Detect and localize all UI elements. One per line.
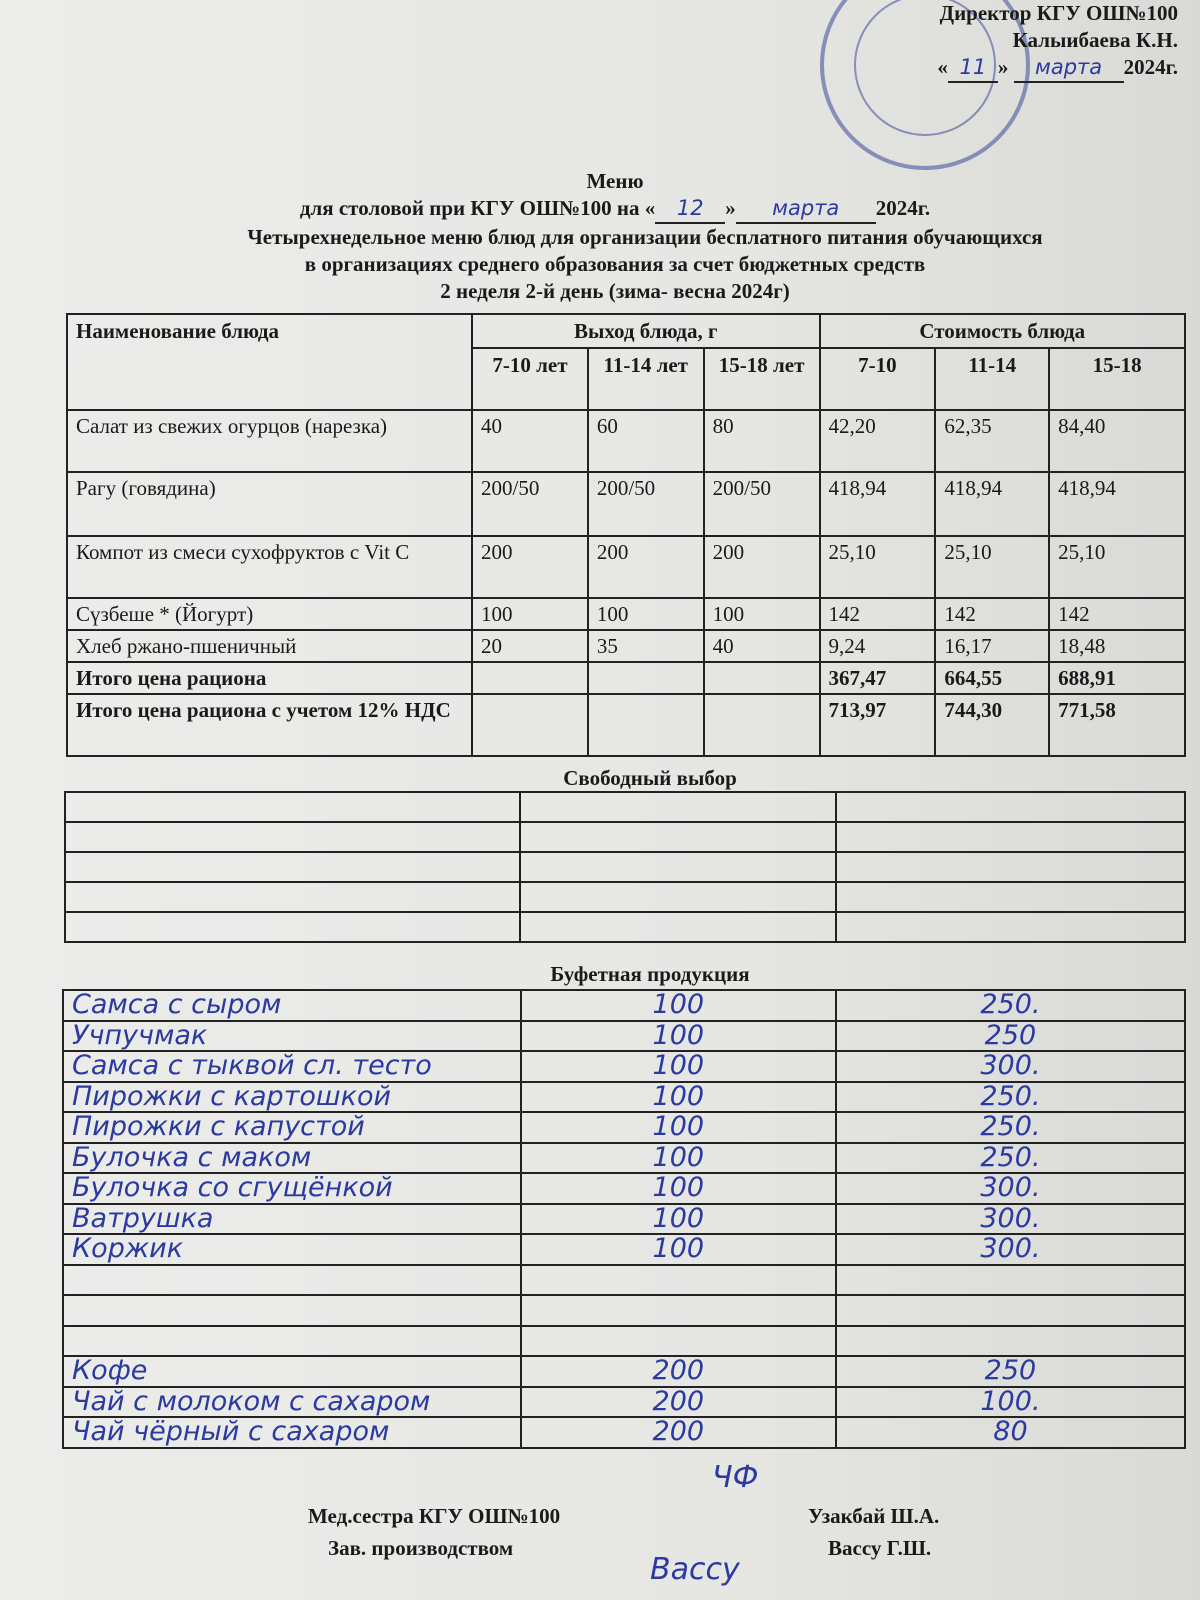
production-name: Вассу Г.Ш. — [828, 1536, 932, 1560]
buffet-row — [63, 1387, 1185, 1418]
buffet-item-weight: 100 — [521, 1204, 836, 1235]
buffet-item-name: Ватрушка — [63, 1204, 521, 1235]
menu-table — [66, 313, 1186, 757]
production-signature: Вассу — [650, 1552, 740, 1587]
dish-cost: 142 — [1049, 598, 1185, 630]
menu-description: Четырехнедельное меню блюд для организации бесплатного питания обучающихся — [247, 225, 1043, 249]
dish-name: Хлеб ржано-пшеничный — [67, 630, 472, 662]
age-output-2: 11-14 лет — [588, 348, 704, 410]
buffet-item-weight: 100 — [521, 1051, 836, 1082]
free-row — [65, 912, 1185, 942]
dish-cost: 16,17 — [935, 630, 1049, 662]
buffet-item-price: 300. — [836, 1173, 1185, 1204]
buffet-item-weight: 200 — [521, 1387, 836, 1418]
approval-name: Калыибаева К.Н. — [1012, 28, 1178, 52]
buffet-item-name: Самса с сыром — [63, 990, 521, 1021]
dish-name: Сүзбеше * (Йогурт) — [67, 598, 472, 630]
age-output-1: 7-10 лет — [472, 348, 588, 410]
dish-output: 60 — [588, 410, 704, 472]
dish-cost: 9,24 — [820, 630, 936, 662]
buffet-item-name — [63, 1295, 521, 1326]
col-dish-name: Наименование блюда — [67, 314, 472, 410]
dish-name: Рагу (говядина) — [67, 472, 472, 536]
free-row — [65, 882, 1185, 912]
age-cost-2: 11-14 — [935, 348, 1049, 410]
production-role: Зав. производством — [328, 1536, 514, 1560]
dish-output: 200 — [704, 536, 820, 598]
dish-cost: 18,48 — [1049, 630, 1185, 662]
buffet-row — [63, 1356, 1185, 1387]
buffet-item-weight: 100 — [521, 1234, 836, 1265]
menu-row — [67, 598, 1185, 630]
nurse-name: Узакбай Ш.А. — [808, 1504, 940, 1528]
buffet-row — [63, 1082, 1185, 1113]
buffet-item-name: Чай с молоком с сахаром — [63, 1387, 521, 1418]
buffet-item-name — [63, 1326, 521, 1357]
dish-output: 80 — [704, 410, 820, 472]
buffet-row — [63, 1295, 1185, 1326]
subtitle-year: 2024г. — [875, 196, 931, 220]
buffet-item-weight: 100 — [521, 1082, 836, 1113]
buffet-item-price: 250. — [836, 1112, 1185, 1143]
menu-row — [67, 630, 1185, 662]
buffet-item-price: 250. — [836, 1143, 1185, 1174]
buffet-item-name: Пирожки с картошкой — [63, 1082, 521, 1113]
total-vat-cost: 744,30 — [935, 694, 1049, 756]
dish-cost: 25,10 — [935, 536, 1049, 598]
buffet-item-price: 250 — [836, 1356, 1185, 1387]
buffet-row — [63, 1326, 1185, 1357]
dish-cost: 418,94 — [935, 472, 1049, 536]
buffet-item-name: Пирожки с капустой — [63, 1112, 521, 1143]
total-label: Итого цена рациона — [67, 662, 472, 694]
buffet-item-price: 300. — [836, 1051, 1185, 1082]
dish-cost: 142 — [820, 598, 936, 630]
buffet-item-weight: 100 — [521, 1173, 836, 1204]
total-vat-row — [67, 694, 1185, 756]
buffet-row — [63, 1051, 1185, 1082]
menu-title: Меню — [586, 169, 644, 193]
buffet-item-name: Учпучмак — [63, 1021, 521, 1052]
dish-cost: 42,20 — [820, 410, 936, 472]
buffet-row — [63, 1234, 1185, 1265]
free-row — [65, 852, 1185, 882]
buffet-item-price: 300. — [836, 1234, 1185, 1265]
free-row — [65, 822, 1185, 852]
buffet-row — [63, 1021, 1185, 1052]
free-row — [65, 792, 1185, 822]
buffet-item-weight — [521, 1265, 836, 1296]
buffet-row — [63, 1204, 1185, 1235]
buffet-row — [63, 990, 1185, 1021]
dish-cost: 84,40 — [1049, 410, 1185, 472]
dish-name: Компот из смеси сухофруктов с Vit C — [67, 536, 472, 598]
menu-day: 12 — [655, 195, 725, 224]
buffet-row — [63, 1173, 1185, 1204]
buffet-item-weight — [521, 1326, 836, 1357]
buffet-row — [63, 1143, 1185, 1174]
dish-cost: 25,10 — [820, 536, 936, 598]
dish-output: 35 — [588, 630, 704, 662]
buffet-item-price: 300. — [836, 1204, 1185, 1235]
dish-cost: 25,10 — [1049, 536, 1185, 598]
buffet-item-price: 100. — [836, 1387, 1185, 1418]
age-cost-3: 15-18 — [1049, 348, 1185, 410]
total-cost: 367,47 — [820, 662, 936, 694]
approval-director: Директор КГУ ОШ№100 — [939, 1, 1178, 25]
buffet-item-weight: 200 — [521, 1417, 836, 1448]
dish-output: 200/50 — [472, 472, 588, 536]
dish-output: 100 — [588, 598, 704, 630]
dish-output: 100 — [472, 598, 588, 630]
total-row — [67, 662, 1185, 694]
menu-header-row — [67, 314, 1185, 348]
dish-cost: 62,35 — [935, 410, 1049, 472]
buffet-item-price — [836, 1295, 1185, 1326]
buffet-row — [63, 1417, 1185, 1448]
menu-row — [67, 410, 1185, 472]
buffet-item-weight: 200 — [521, 1356, 836, 1387]
buffet-item-price: 250 — [836, 1021, 1185, 1052]
total-vat-cost: 713,97 — [820, 694, 936, 756]
buffet-item-weight — [521, 1295, 836, 1326]
approval-year: 2024г. — [1123, 55, 1178, 79]
dish-output: 200 — [588, 536, 704, 598]
dish-output: 100 — [704, 598, 820, 630]
document-header — [60, 168, 1170, 305]
buffet-row — [63, 1265, 1185, 1296]
buffet-item-weight: 100 — [521, 1021, 836, 1052]
signature-roles — [308, 1500, 560, 1564]
buffet-item-price: 250. — [836, 990, 1185, 1021]
dish-output: 20 — [472, 630, 588, 662]
menu-week-day: 2 неделя 2-й день (зима- весна 2024г) — [440, 279, 790, 303]
approval-day: 11 — [948, 54, 998, 83]
buffet-item-name: Булочка со сгущёнкой — [63, 1173, 521, 1204]
dish-cost: 418,94 — [820, 472, 936, 536]
col-cost: Стоимость блюда — [820, 314, 1186, 348]
buffet-item-name — [63, 1265, 521, 1296]
buffet-item-name: Булочка с маком — [63, 1143, 521, 1174]
buffet-item-weight: 100 — [521, 1112, 836, 1143]
buffet-item-name: Чай чёрный с сахаром — [63, 1417, 521, 1448]
buffet-item-weight: 100 — [521, 1143, 836, 1174]
buffet-item-weight: 100 — [521, 990, 836, 1021]
dish-output: 40 — [704, 630, 820, 662]
free-choice-title: Свободный выбор — [563, 766, 737, 790]
menu-row — [67, 472, 1185, 536]
dish-output: 200/50 — [704, 472, 820, 536]
approval-block — [937, 0, 1178, 83]
dish-cost: 142 — [935, 598, 1049, 630]
total-cost: 688,91 — [1049, 662, 1185, 694]
buffet-item-price — [836, 1326, 1185, 1357]
nurse-signature: ЧФ — [712, 1460, 759, 1495]
dish-output: 40 — [472, 410, 588, 472]
signature-names — [808, 1500, 939, 1564]
buffet-item-name: Коржик — [63, 1234, 521, 1265]
buffet-item-price — [836, 1265, 1185, 1296]
dish-cost: 418,94 — [1049, 472, 1185, 536]
menu-month: марта — [736, 195, 876, 224]
buffet-item-name: Самса с тыквой сл. тесто — [63, 1051, 521, 1082]
buffet-row — [63, 1112, 1185, 1143]
buffet-item-name: Кофе — [63, 1356, 521, 1387]
total-vat-cost: 771,58 — [1049, 694, 1185, 756]
age-cost-1: 7-10 — [820, 348, 936, 410]
dish-output: 200 — [472, 536, 588, 598]
buffet-item-price: 250. — [836, 1082, 1185, 1113]
dish-output: 200/50 — [588, 472, 704, 536]
age-output-3: 15-18 лет — [704, 348, 820, 410]
total-cost: 664,55 — [935, 662, 1049, 694]
buffet-table — [62, 989, 1186, 1449]
menu-subtitle: для столовой при КГУ ОШ№100 на « 12 » марта 2024г. — [60, 195, 1170, 224]
total-vat-label: Итого цена рациона с учетом 12% НДС — [67, 694, 472, 756]
col-output: Выход блюда, г — [472, 314, 819, 348]
nurse-role: Мед.сестра КГУ ОШ№100 — [308, 1504, 561, 1528]
dish-name: Салат из свежих огурцов (нарезка) — [67, 410, 472, 472]
free-choice-table — [64, 791, 1186, 943]
menu-row — [67, 536, 1185, 598]
subtitle-prefix: для столовой при КГУ ОШ№100 на « — [299, 196, 656, 220]
approval-month: марта — [1014, 54, 1124, 83]
buffet-item-price: 80 — [836, 1417, 1185, 1448]
menu-funding: в организациях среднего образования за счет бюджетных средств — [304, 252, 926, 276]
approval-date: « 11 » марта 2024г. — [937, 54, 1178, 83]
buffet-title: Буфетная продукция — [550, 962, 750, 986]
